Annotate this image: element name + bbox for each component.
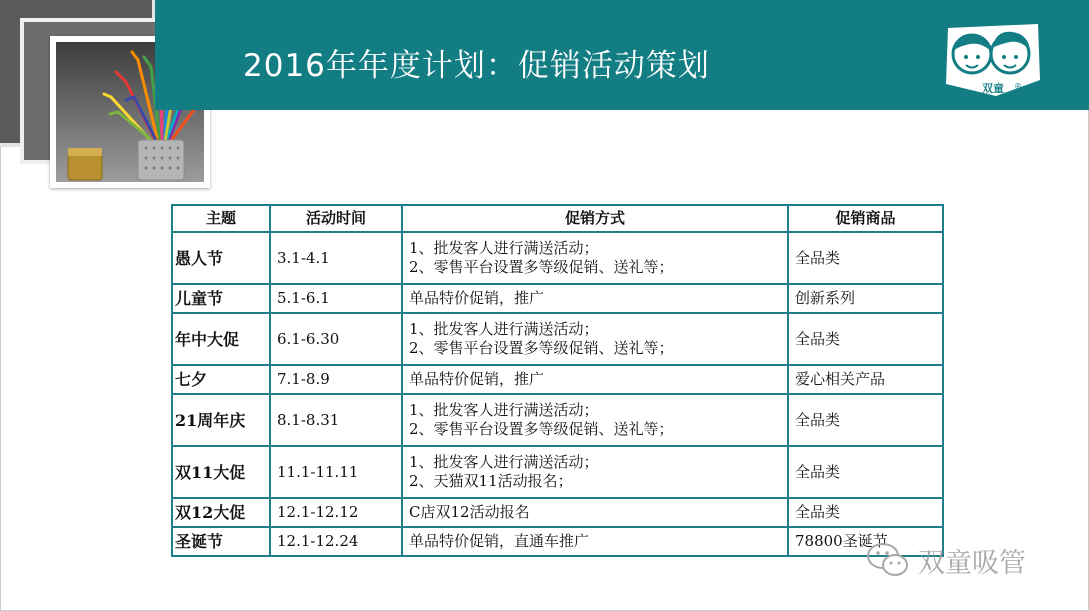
goods-cell: 全品类 <box>788 446 943 498</box>
time-cell: 5.1-6.1 <box>270 284 402 313</box>
theme-cell: 双11大促 <box>172 446 270 498</box>
logo-registered-mark: ® <box>1014 82 1022 91</box>
time-cell: 11.1-11.11 <box>270 446 402 498</box>
theme-cell: 年中大促 <box>172 313 270 365</box>
method-cell: 单品特价促销，推广 <box>402 284 788 313</box>
method-cell: C店双12活动报名 <box>402 498 788 527</box>
time-cell: 12.1-12.24 <box>270 527 402 556</box>
watermark-text: 双童吸管 <box>918 547 1026 579</box>
method-cell: 1、批发客人进行满送活动； 2、天猫双11活动报名； <box>402 446 788 498</box>
wechat-icon <box>866 540 910 580</box>
theme-cell: 双12大促 <box>172 498 270 527</box>
theme-cell: 愚人节 <box>172 232 270 284</box>
column-header-goods: 促销商品 <box>788 205 943 232</box>
goods-cell: 爱心相关产品 <box>788 365 943 394</box>
table-row <box>172 446 943 498</box>
method-cell: 单品特价促销，推广 <box>402 365 788 394</box>
theme-cell: 圣诞节 <box>172 527 270 556</box>
time-cell: 6.1-6.30 <box>270 313 402 365</box>
goods-cell: 全品类 <box>788 498 943 527</box>
method-cell: 1、批发客人进行满送活动； 2、零售平台设置多等级促销、送礼等； <box>402 394 788 446</box>
logo-text: 双童 <box>982 82 1004 95</box>
method-cell: 1、批发客人进行满送活动； 2、零售平台设置多等级促销、送礼等； <box>402 313 788 365</box>
promotion-plan-table <box>171 204 944 557</box>
goods-cell: 全品类 <box>788 313 943 365</box>
slide-title: 2016年年度计划：促销活动策划 <box>243 48 710 84</box>
table-row <box>172 284 943 313</box>
table-row <box>172 527 943 556</box>
time-cell: 3.1-4.1 <box>270 232 402 284</box>
table-header-row <box>172 205 943 232</box>
theme-cell: 儿童节 <box>172 284 270 313</box>
method-cell: 单品特价促销，直通车推广 <box>402 527 788 556</box>
time-cell: 12.1-12.12 <box>270 498 402 527</box>
column-header-time: 活动时间 <box>270 205 402 232</box>
goods-cell: 全品类 <box>788 394 943 446</box>
table-row <box>172 498 943 527</box>
brand-logo <box>944 20 1042 98</box>
column-header-method: 促销方式 <box>402 205 788 232</box>
table-row <box>172 365 943 394</box>
time-cell: 7.1-8.9 <box>270 365 402 394</box>
time-cell: 8.1-8.31 <box>270 394 402 446</box>
wechat-watermark <box>866 537 1026 583</box>
table-row <box>172 394 943 446</box>
goods-cell: 创新系列 <box>788 284 943 313</box>
column-header-theme: 主题 <box>172 205 270 232</box>
goods-cell: 78800圣诞节 <box>788 527 943 556</box>
table-row <box>172 313 943 365</box>
theme-cell: 21周年庆 <box>172 394 270 446</box>
table-row <box>172 232 943 284</box>
method-cell: 1、批发客人进行满送活动； 2、零售平台设置多等级促销、送礼等； <box>402 232 788 284</box>
goods-cell: 全品类 <box>788 232 943 284</box>
theme-cell: 七夕 <box>172 365 270 394</box>
